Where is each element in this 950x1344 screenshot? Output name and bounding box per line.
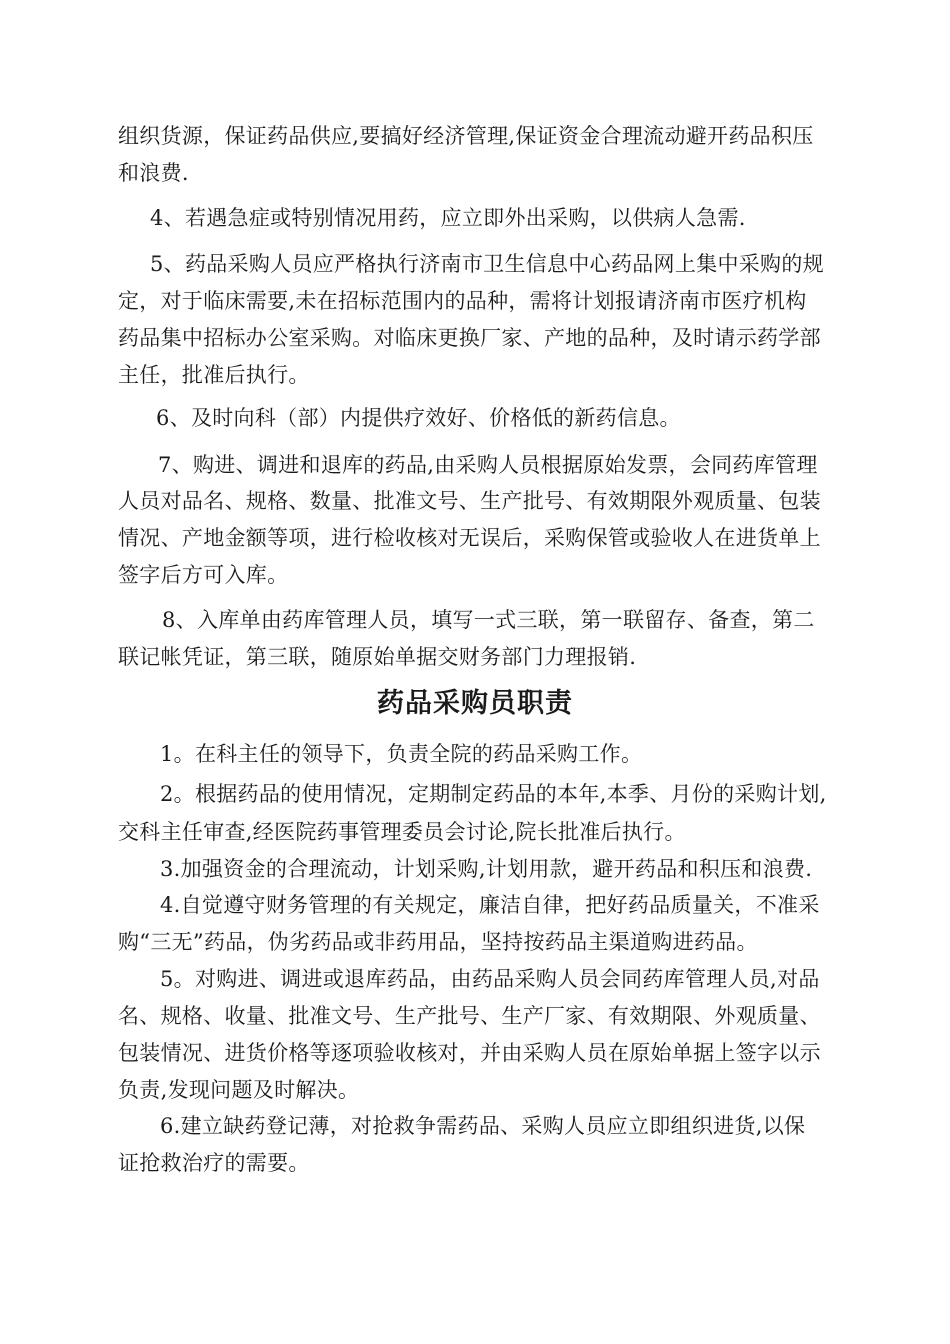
text-line: 4、若遇急症或特别情况用药，应立即外出采购，以供病人急需. (150, 206, 746, 230)
text-line: 包装情况、进货价格等逐项验收核对，并由采购人员在原始单据上签字以示 (118, 1041, 821, 1065)
text-line: 情况、产地金额等项，进行检收核对无误后，采购保管或验收人在进货单上 (118, 526, 821, 550)
text-line: 5、药品采购人员应严格执行济南市卫生信息中心药品网上集中采购的规 (150, 252, 824, 276)
text-line: 证抢救治疗的需要。 (118, 1151, 310, 1175)
text-line: 定，对于临床需要,未在招标范围内的品种，需将计划报请济南市医疗机构 (118, 289, 807, 313)
text-line: 3.加强资金的合理流动，计划采购,计划用款，避开药品和积压和浪费. (160, 857, 813, 881)
text-line: 7、购进、调进和退库的药品,由采购人员根据原始发票，会同药库管理 (158, 453, 818, 477)
text-line: 1。在科主任的领导下，负责全院的药品采购工作。 (160, 742, 643, 766)
text-line: 交科主任审查,经医院药事管理委员会讨论,院长批准后执行。 (118, 820, 686, 844)
text-line: 签字后方可入库。 (118, 563, 289, 587)
text-line: 主任，批准后执行。 (118, 363, 310, 387)
text-line: 负责,发现问题及时解决。 (118, 1078, 360, 1102)
text-line: 8、入库单由药库管理人员，填写一式三联，第一联留存、备查，第二 (162, 608, 815, 632)
text-line: 药品集中招标办公室采购。对临床更换厂家、产地的品种，及时请示药学部 (118, 326, 821, 350)
text-line: 4.自觉遵守财务管理的有关规定，廉洁自律，把好药品质量关，不准采 (160, 893, 820, 917)
text-line: 人员对品名、规格、数量、批准文号、生产批号、有效期限外观质量、包装 (118, 489, 821, 513)
section-title: 药品采购员职责 (377, 688, 573, 719)
text-line: 和浪费. (118, 161, 189, 185)
text-line: 组织货源，保证药品供应,要搞好经济管理,保证资金合理流动避开药品积压 (118, 124, 814, 148)
text-line: 2。根据药品的使用情况，定期制定药品的本年,本季、月份的采购计划, (160, 782, 827, 806)
text-line: 5。对购进、调进或退库药品，由药品采购人员会同药库管理人员,对品 (160, 967, 820, 991)
text-line: 6、及时向科（部）内提供疗效好、价格低的新药信息。 (156, 406, 681, 430)
text-line: 购“三无”药品，伪劣药品或非药用品，坚持按药品主渠道购进药品。 (118, 930, 758, 954)
text-line: 联记帐凭证，第三联，随原始单据交财务部门力理报销. (118, 645, 637, 669)
text-line: 名、规格、收量、批准文号、生产批号、生产厂家、有效期限、外观质量、 (118, 1004, 821, 1028)
text-line: 6.建立缺药登记薄，对抢救争需药品、采购人员应立即组织进货,以保 (160, 1114, 806, 1138)
